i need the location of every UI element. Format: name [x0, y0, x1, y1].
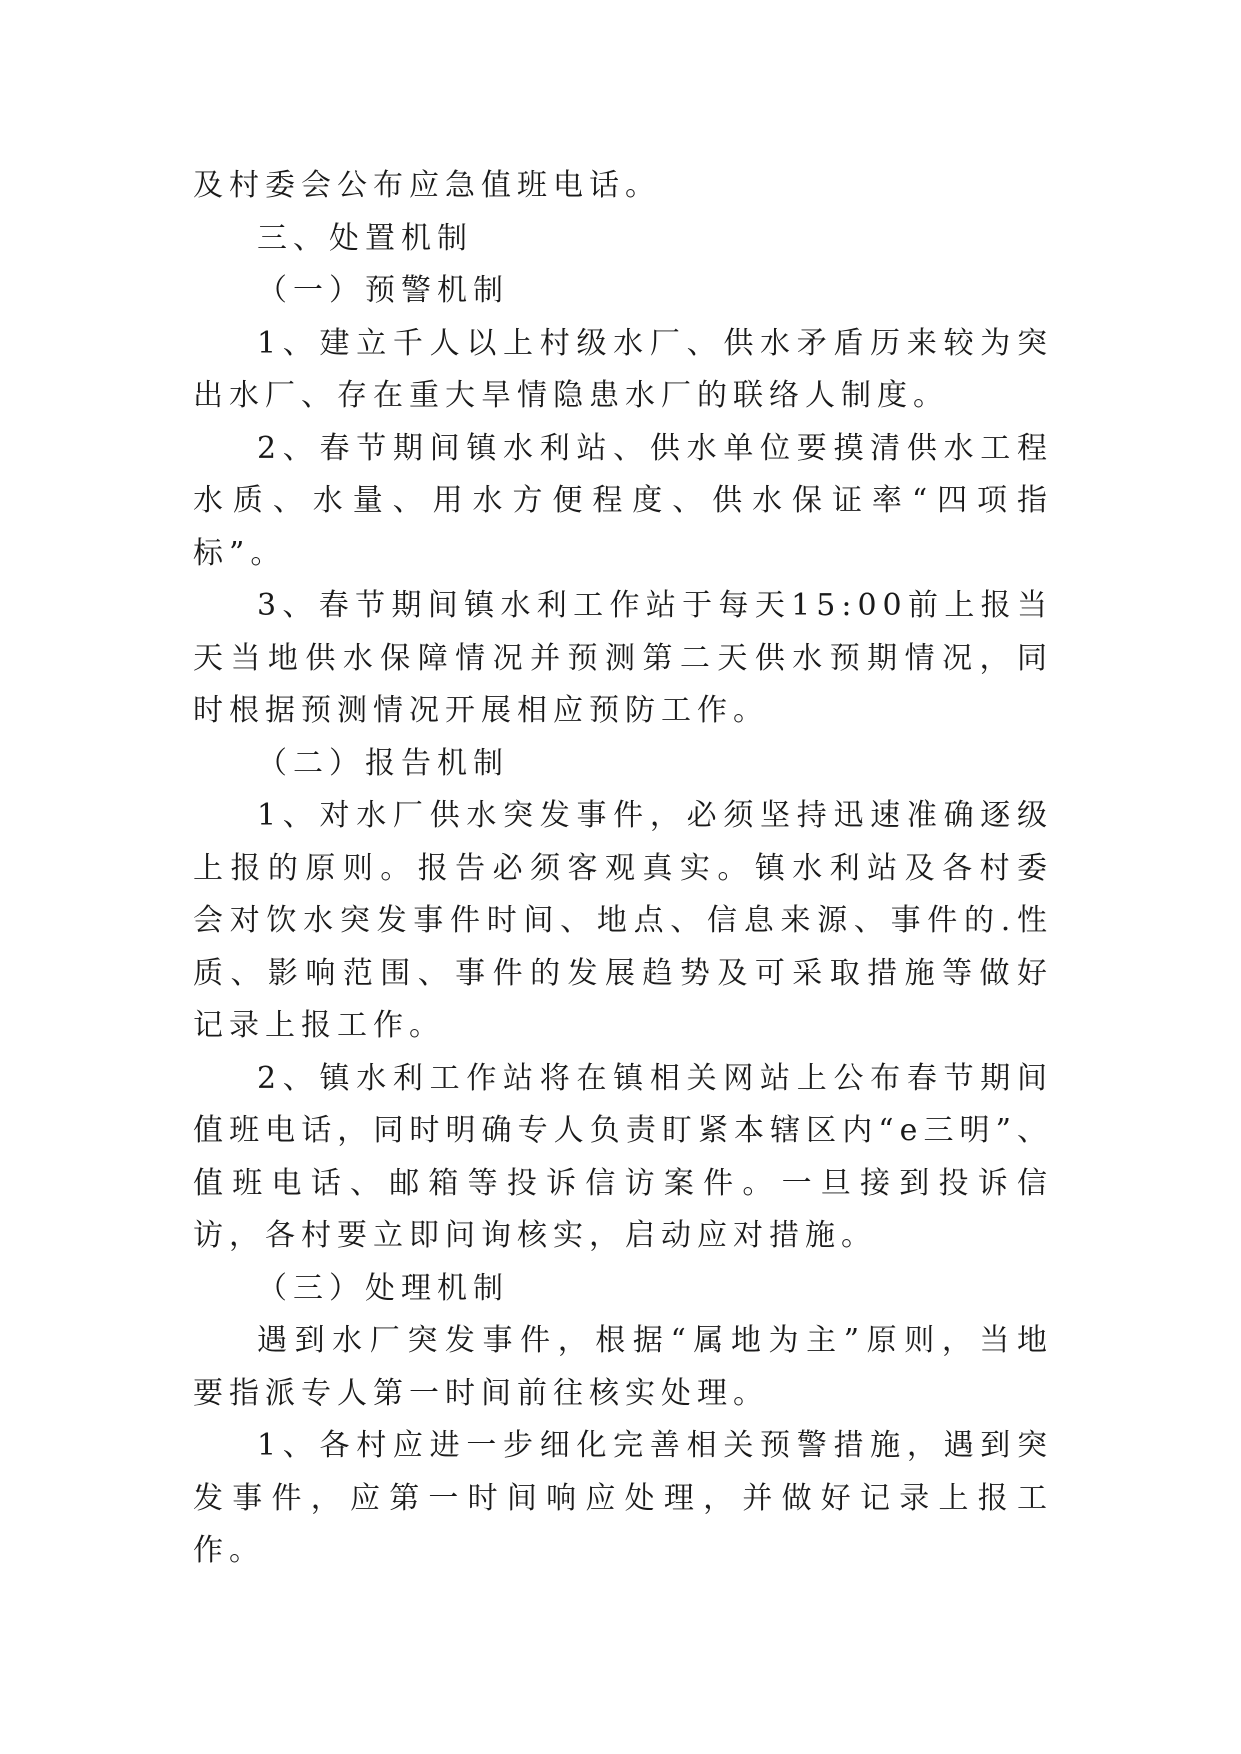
- paragraph-handling-item-1: 1、各村应进一步细化完善相关预警措施，遇到突发事件，应第一时间响应处理，并做好记录上报工作。: [193, 1428, 1053, 1568]
- paragraph-warning-item-1: 1、建立千人以上村级水厂、供水矛盾历来较为突出水厂、存在重大旱情隐患水厂的联络人制度。: [193, 325, 1053, 413]
- paragraph-continuation: 及村委会公布应急值班电话。: [193, 168, 661, 203]
- paragraph-handling-intro: 遇到水厂突发事件，根据“属地为主”原则，当地要指派专人第一时间前往核实处理。: [193, 1323, 1053, 1411]
- subsection-heading-warning: （一）预警机制: [257, 273, 509, 308]
- paragraph-warning-item-3: 3、春节期间镇水利工作站于每天15:00前上报当天当地供水保障情况并预测第二天供水预期情况，同时根据预测情况开展相应预防工作。: [193, 588, 1053, 728]
- paragraph-reporting-item-1: 1、对水厂供水突发事件，必须坚持迅速准确逐级上报的原则。报告必须客观真实。镇水利站及各村委会对饮水突发事件时间、地点、信息来源、事件的.性质、影响范围、事件的发展趋势及可采取措施等做好记录上报工作。: [193, 798, 1053, 1043]
- subsection-heading-handling: （三）处理机制: [257, 1270, 509, 1306]
- paragraph-warning-item-2: 2、春节期间镇水利站、供水单位要摸清供水工程水质、水量、用水方便程度、供水保证率“四项指标”。: [193, 430, 1053, 571]
- section-heading-mechanism: 三、处置机制: [257, 220, 473, 256]
- paragraph-reporting-item-2: 2、镇水利工作站将在镇相关网站上公布春节期间值班电话，同时明确专人负责盯紧本辖区内“e三明”、值班电话、邮箱等投诉信访案件。一旦接到投诉信访，各村要立即问询核实，启动应对措施。: [193, 1060, 1053, 1253]
- subsection-heading-reporting: （二）报告机制: [257, 745, 509, 781]
- document-body: [193, 160, 1053, 1578]
